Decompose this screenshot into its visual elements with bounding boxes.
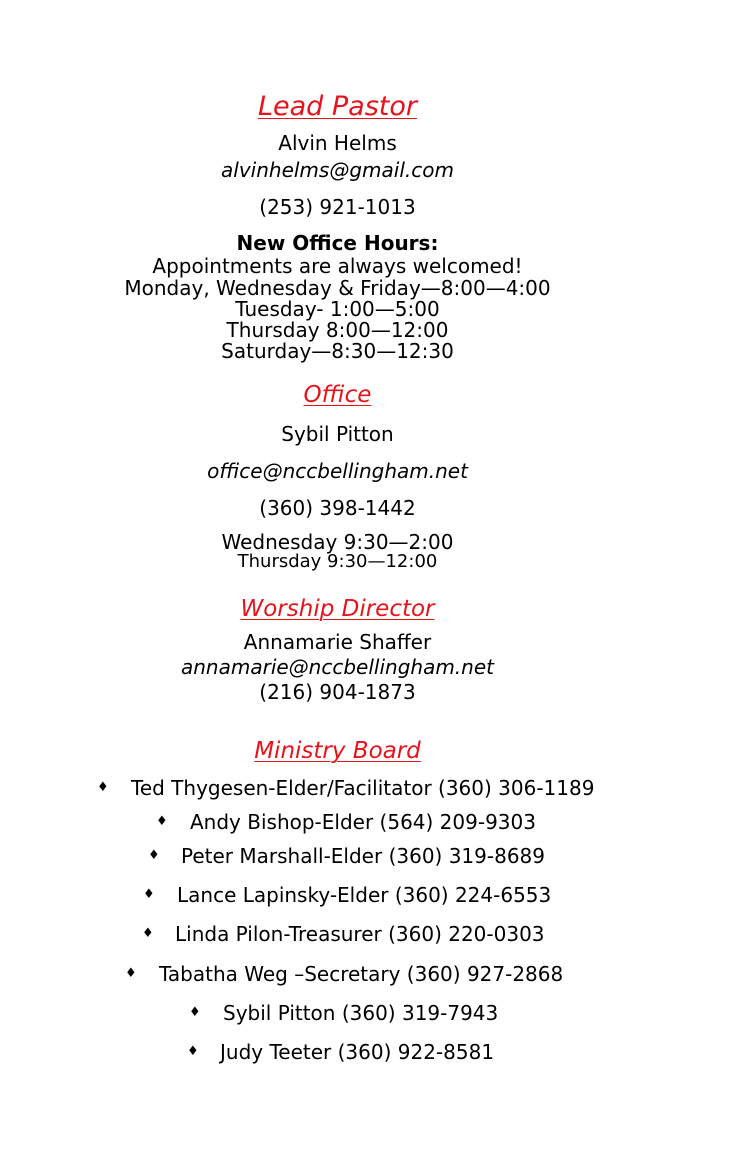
office-hours-line: Wednesday 9:30—2:00 <box>221 530 454 554</box>
worship-director-phone: (216) 904-1873 <box>259 680 416 704</box>
diamond-bullet-icon: ♦ <box>125 966 137 981</box>
office-hours-line: Monday, Wednesday & Friday—8:00—4:00 <box>124 276 551 300</box>
office-phone: (360) 398-1442 <box>259 496 416 520</box>
diamond-bullet-icon: ♦ <box>143 887 155 902</box>
board-member-text: Linda Pilon-Treasurer (360) 220-0303 <box>175 922 545 946</box>
ministry-board-heading: Ministry Board <box>254 738 421 764</box>
board-member-text: Judy Teeter (360) 922-8581 <box>220 1040 495 1064</box>
diamond-bullet-icon: ♦ <box>156 814 168 829</box>
lead-pastor-name: Alvin Helms <box>278 131 397 155</box>
lead-pastor-email[interactable]: alvinhelms@gmail.com <box>221 158 454 182</box>
office-hours-line: Tuesday- 1:00—5:00 <box>235 297 440 321</box>
board-member-text: Peter Marshall-Elder (360) 319-8689 <box>181 844 545 868</box>
diamond-bullet-icon: ♦ <box>187 1044 199 1059</box>
worship-director-email[interactable]: annamarie@nccbellingham.net <box>181 655 494 679</box>
board-member-text: Andy Bishop-Elder (564) 209-9303 <box>190 810 536 834</box>
office-hours-line: Thursday 8:00—12:00 <box>226 318 449 342</box>
diamond-bullet-icon: ♦ <box>148 848 160 863</box>
office-hours-line: Thursday 9:30—12:00 <box>237 551 438 572</box>
worship-director-heading: Worship Director <box>240 596 435 622</box>
lead-pastor-heading: Lead Pastor <box>257 91 418 122</box>
diamond-bullet-icon: ♦ <box>142 926 154 941</box>
office-name: Sybil Pitton <box>281 422 394 446</box>
worship-director-name: Annamarie Shaffer <box>243 630 432 654</box>
office-hours-line: Saturday—8:30—12:30 <box>221 339 454 363</box>
lead-pastor-phone: (253) 921-1013 <box>259 195 416 219</box>
diamond-bullet-icon: ♦ <box>97 780 109 795</box>
board-member-text: Ted Thygesen-Elder/Facilitator (360) 306-1189 <box>131 776 595 800</box>
board-member-text: Lance Lapinsky-Elder (360) 224-6553 <box>177 883 552 907</box>
office-email[interactable]: office@nccbellingham.net <box>207 459 468 483</box>
office-hours-note: Appointments are always welcomed! <box>152 254 523 278</box>
office-heading: Office <box>303 382 372 408</box>
diamond-bullet-icon: ♦ <box>189 1005 201 1020</box>
office-hours-title: New Office Hours: <box>236 231 439 255</box>
board-member-text: Tabatha Weg –Secretary (360) 927-2868 <box>159 962 564 986</box>
board-member-text: Sybil Pitton (360) 319-7943 <box>223 1001 499 1025</box>
